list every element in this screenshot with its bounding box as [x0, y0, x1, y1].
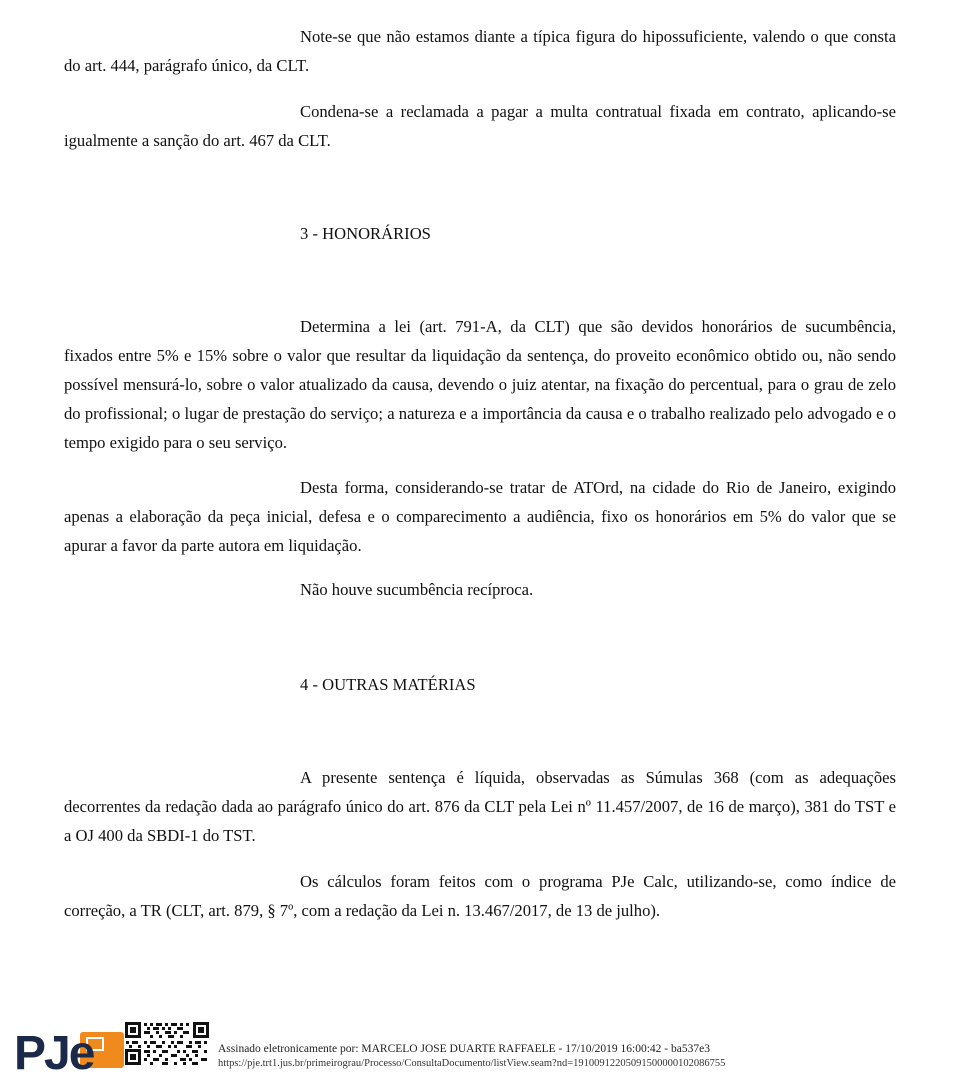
- paragraph-calculos: Os cálculos foram feitos com o programa PJe Calc, utilizando-se, como índice de correção, a TR (CLT, art. 879, § 7º, com a redação da Lei n. 13.467/2017, de 13 de julho).: [64, 872, 896, 920]
- electronic-signature-text: Assinado eletronicamente por: MARCELO JOSE DUARTE RAFFAELE - 17/10/2019 16:00:42 - ba537e3: [218, 1043, 710, 1055]
- paragraph-honorarios-fixacao: Desta forma, considerando-se tratar de ATOrd, na cidade do Rio de Janeiro, exigindo apenas a elaboração da peça inicial, defesa e o comparecimento a audiência, fixo os honorários em 5% do valor que se apurar a favor da parte autora em liquidação.: [64, 478, 896, 555]
- qr-code-icon[interactable]: [124, 1021, 210, 1066]
- paragraph-hipossuficiente: Note-se que não estamos diante a típica figura do hipossuficiente, valendo o que consta do art. 444, parágrafo único, da CLT.: [64, 27, 896, 75]
- section-heading-outras-materias: 4 - OUTRAS MATÉRIAS: [300, 675, 476, 694]
- paragraph-sentenca-liquida: A presente sentença é líquida, observadas as Súmulas 368 (com as adequações decorrentes da redação dada ao parágrafo único do art. 876 da CLT pela Lei nº 11.457/2007, de 16 de março), 381 do TST e a OJ 400 da SBDI-1 do TST.: [64, 768, 896, 845]
- paragraph-sucumbencia: Não houve sucumbência recíproca.: [300, 580, 534, 599]
- paragraph-multa-contratual: Condena-se a reclamada a pagar a multa contratual fixada em contrato, aplicando-se igualmente a sanção do art. 467 da CLT.: [64, 102, 896, 150]
- pje-logo-text: PJe: [14, 1027, 94, 1080]
- section-heading-honorarios: 3 - HONORÁRIOS: [300, 224, 431, 243]
- pje-logo: [14, 1027, 124, 1080]
- signature-footer: [0, 1018, 956, 1080]
- paragraph-honorarios-lei: Determina a lei (art. 791-A, da CLT) que são devidos honorários de sucumbência, fixados entre 5% e 15% sobre o valor que resultar da liquidação da sentença, do proveito econômico obtido ou, não sendo possível mensurá-lo, sobre o valor atualizado da causa, devendo o juiz atentar, na fixação do percentual, para o grau de zelo do profissional; o lugar de prestação do serviço; a natureza e a importância da causa e o trabalho realizado pelo advogado e o tempo exigido para o seu serviço.: [64, 317, 896, 452]
- document-url-link[interactable]: https://pje.trt1.jus.br/primeirograu/Processo/ConsultaDocumento/listView.seam?nd=19100912205091500000102086755: [218, 1058, 726, 1069]
